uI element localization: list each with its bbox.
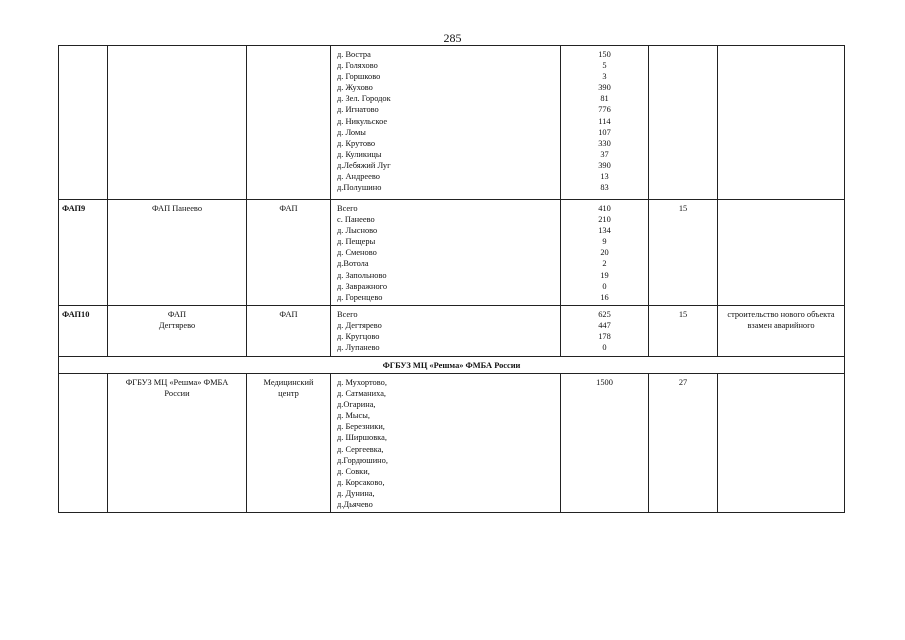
- localities-line: д. Горшково: [337, 72, 381, 82]
- population-line: 210: [598, 215, 611, 225]
- localities-line: д.Дьячево: [337, 499, 373, 509]
- population-line: 19: [600, 270, 609, 280]
- localities-line: д. Голяхово: [337, 61, 378, 71]
- population-cell: [561, 373, 649, 512]
- population-line: 83: [600, 183, 609, 193]
- localities-line: д. Сменово: [337, 248, 377, 258]
- population-line: 37: [600, 149, 609, 159]
- population-line: 9: [602, 237, 607, 247]
- localities-line: д. Куликицы: [337, 149, 382, 159]
- population-line: 5: [602, 61, 607, 71]
- population-line: 3: [602, 72, 607, 82]
- population-cell: [561, 305, 649, 356]
- localities-line: д. Лупанево: [337, 343, 380, 353]
- population-cell: [561, 46, 649, 200]
- type-line: центр: [278, 389, 299, 399]
- localities-line: д.Гордюшино,: [337, 455, 388, 465]
- localities-line: д. Лысново: [337, 226, 378, 236]
- population-line: 447: [598, 320, 611, 330]
- localities-line: д. Зел. Городок: [337, 94, 391, 104]
- population-line: 134: [598, 226, 611, 236]
- population-line: 410: [598, 204, 611, 213]
- population-line: 107: [598, 127, 611, 137]
- localities-line: с. Панеево: [337, 215, 375, 225]
- population-line: 178: [598, 332, 611, 342]
- localities-cell: [331, 305, 561, 356]
- table-row: [59, 200, 845, 306]
- population-line: 16: [600, 292, 609, 302]
- name-line: ФГБУЗ МЦ «Решма» ФМБА: [125, 377, 229, 387]
- facilities-table: [58, 45, 845, 513]
- name-line: Дегтярево: [158, 320, 196, 330]
- localities-line: д. Мысы,: [337, 411, 370, 421]
- localities-line: д. Горенцево: [337, 292, 383, 302]
- name-line: ФАП: [167, 309, 187, 319]
- population-line: 114: [598, 116, 611, 126]
- type-line: Медицинский: [263, 377, 314, 387]
- population-line: 150: [598, 50, 611, 59]
- table-row: [59, 373, 845, 512]
- note-cell: [718, 373, 845, 512]
- type-line: ФАП: [279, 309, 298, 319]
- localities-line: д. Крутово: [337, 138, 376, 148]
- population-cell: [561, 200, 649, 306]
- population-line: 13: [600, 172, 609, 182]
- table-row: [59, 305, 845, 356]
- note-line: строительство нового объекта: [727, 309, 835, 319]
- facility-name-cell: [108, 46, 247, 200]
- name-line: России: [164, 389, 190, 399]
- localities-line: д. Сергеевка,: [337, 444, 384, 454]
- staff-cell: [649, 46, 718, 200]
- localities-line: Всего: [337, 309, 358, 319]
- localities-line: д. Мухортово,: [337, 377, 387, 387]
- note-cell: [718, 200, 845, 306]
- facility-name-cell: [108, 305, 247, 356]
- population-line: 390: [598, 83, 611, 93]
- staff-value: 27: [678, 377, 688, 387]
- section-header-row: [59, 356, 845, 373]
- localities-cell: [331, 200, 561, 306]
- staff-value: 15: [678, 204, 688, 213]
- localities-line: д.Лебяжий Луг: [337, 160, 391, 170]
- facility-code: ФАП9: [62, 204, 86, 213]
- population-line: 20: [600, 248, 609, 258]
- facility-code-cell: [59, 46, 108, 200]
- localities-line: д. Вострa: [337, 50, 371, 59]
- localities-line: д. Никульское: [337, 116, 388, 126]
- localities-line: д. Ломы: [337, 127, 366, 137]
- localities-line: Всего: [337, 204, 358, 213]
- localities-line: д. Дунина,: [337, 488, 375, 498]
- localities-line: д. Корсаково,: [337, 477, 385, 487]
- localities-line: д. Запольново: [337, 270, 387, 280]
- population-line: 1500: [596, 377, 613, 387]
- population-line: 2: [602, 259, 607, 269]
- name-line: ФАП Панеево: [151, 204, 203, 213]
- population-line: 625: [598, 309, 611, 319]
- staff-cell: [649, 305, 718, 356]
- facility-code-cell: [59, 373, 108, 512]
- section-title: ФГБУЗ МЦ «Решма» ФМБА России: [59, 356, 845, 373]
- facility-type-cell: [247, 373, 331, 512]
- localities-cell: [331, 373, 561, 512]
- localities-line: д.Вотола: [337, 259, 369, 269]
- localities-line: д.Полушино: [337, 183, 382, 193]
- localities-line: д. Березники,: [337, 422, 385, 432]
- type-line: ФАП: [279, 204, 298, 213]
- population-line: 81: [600, 94, 609, 104]
- page-number: 285: [443, 31, 462, 45]
- localities-line: д. Жухово: [337, 83, 373, 93]
- facility-code: ФАП10: [62, 309, 90, 319]
- facility-name-cell: [108, 200, 247, 306]
- facility-type-cell: [247, 200, 331, 306]
- population-line: 0: [602, 343, 607, 353]
- table-row: [59, 46, 845, 200]
- localities-line: д. Игнатово: [337, 105, 379, 115]
- localities-line: д. Пещеры: [337, 237, 376, 247]
- facility-type-cell: [247, 305, 331, 356]
- staff-value: 15: [678, 309, 688, 319]
- facility-code-cell: [59, 305, 108, 356]
- localities-line: д. Дегтярево: [337, 320, 382, 330]
- population-line: 776: [598, 105, 611, 115]
- localities-line: д. Кругцово: [337, 332, 380, 342]
- localities-line: д. Совки,: [337, 466, 370, 476]
- localities-line: д. Андреево: [337, 172, 380, 182]
- localities-line: д. Ширшовка,: [337, 433, 387, 443]
- population-line: 330: [598, 138, 611, 148]
- note-line: взамен аварийного: [747, 320, 815, 330]
- localities-line: д. Сатманиха,: [337, 389, 387, 399]
- facility-code-cell: [59, 200, 108, 306]
- staff-cell: [649, 373, 718, 512]
- localities-cell: [331, 46, 561, 200]
- note-cell: [718, 305, 845, 356]
- staff-cell: [649, 200, 718, 306]
- localities-line: д. Завражного: [337, 281, 388, 291]
- facility-name-cell: [108, 373, 247, 512]
- population-line: 390: [598, 160, 611, 170]
- facility-type-cell: [247, 46, 331, 200]
- note-cell: [718, 46, 845, 200]
- localities-line: д.Огарина,: [337, 400, 376, 410]
- population-line: 0: [602, 281, 607, 291]
